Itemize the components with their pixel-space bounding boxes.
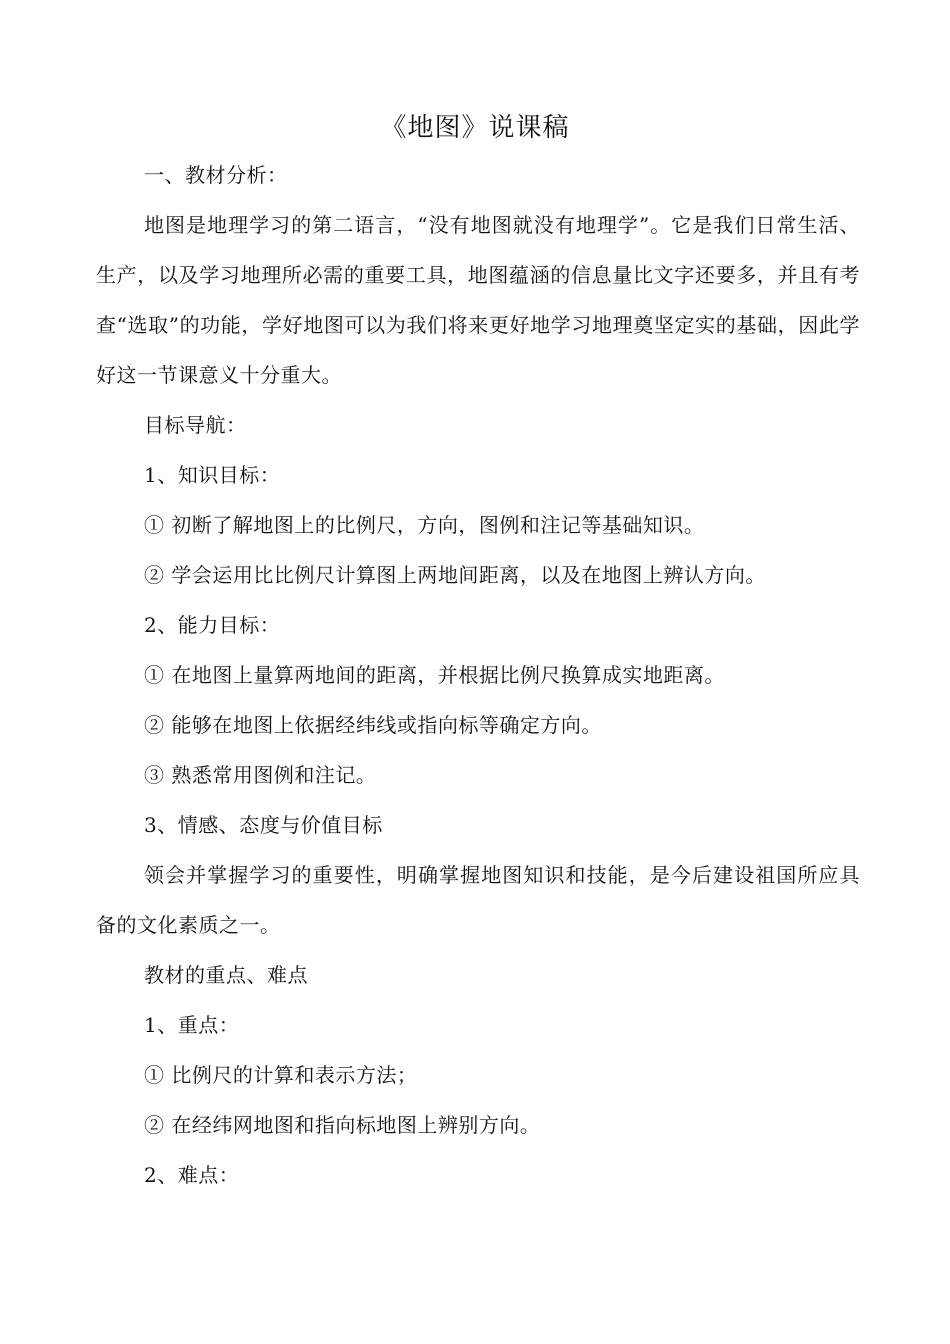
list-item-knowledge-1: ① 初断了解地图上的比例尺，方向，图例和注记等基础知识。	[144, 513, 705, 537]
section-heading-key-points: 教材的重点、难点	[144, 963, 308, 987]
section-heading-goals: 目标导航：	[144, 413, 247, 437]
document-body	[96, 150, 860, 1200]
list-item-key-point-1: ① 比例尺的计算和表示方法；	[144, 1063, 418, 1087]
list-item-knowledge-2: ② 学会运用比比例尺计算图上两地间距离，以及在地图上辨认方向。	[144, 563, 766, 587]
subheading-knowledge-goals: 1、知识目标：	[144, 463, 281, 487]
body-paragraph-map-importance: 地图是地理学习的第二语言，“没有地图就没有地理学”。它是我们日常生活、生产，以及学习地理所必需的重要工具，地图蕴涵的信息量比文字还要多，并且有考查“选取”的功能，学好地图可以为我们将来更好地学习地理奠坚定实的基础，因此学好这一节课意义十分重大。	[96, 213, 860, 387]
subheading-difficult-points: 2、难点：	[144, 1163, 240, 1187]
body-paragraph-emotion-goals: 领会并掌握学习的重要性，明确掌握地图知识和技能，是今后建设祖国所应具备的文化素质之一。	[96, 863, 860, 937]
subheading-emotion-goals: 3、情感、态度与价值目标	[144, 813, 383, 837]
subheading-ability-goals: 2、能力目标：	[144, 613, 281, 637]
list-item-key-point-2: ② 在经纬网地图和指向标地图上辨别方向。	[144, 1113, 541, 1137]
section-heading-textbook-analysis: 一、教材分析：	[144, 163, 288, 187]
document-title: 《地图》说课稿	[380, 113, 570, 143]
list-item-ability-3: ③ 熟悉常用图例和注记。	[144, 763, 377, 787]
list-item-ability-2: ② 能够在地图上依据经纬线或指向标等确定方向。	[144, 713, 602, 737]
list-item-ability-1: ① 在地图上量算两地间的距离，并根据比例尺换算成实地距离。	[144, 663, 725, 687]
subheading-key-points: 1、重点：	[144, 1013, 240, 1037]
